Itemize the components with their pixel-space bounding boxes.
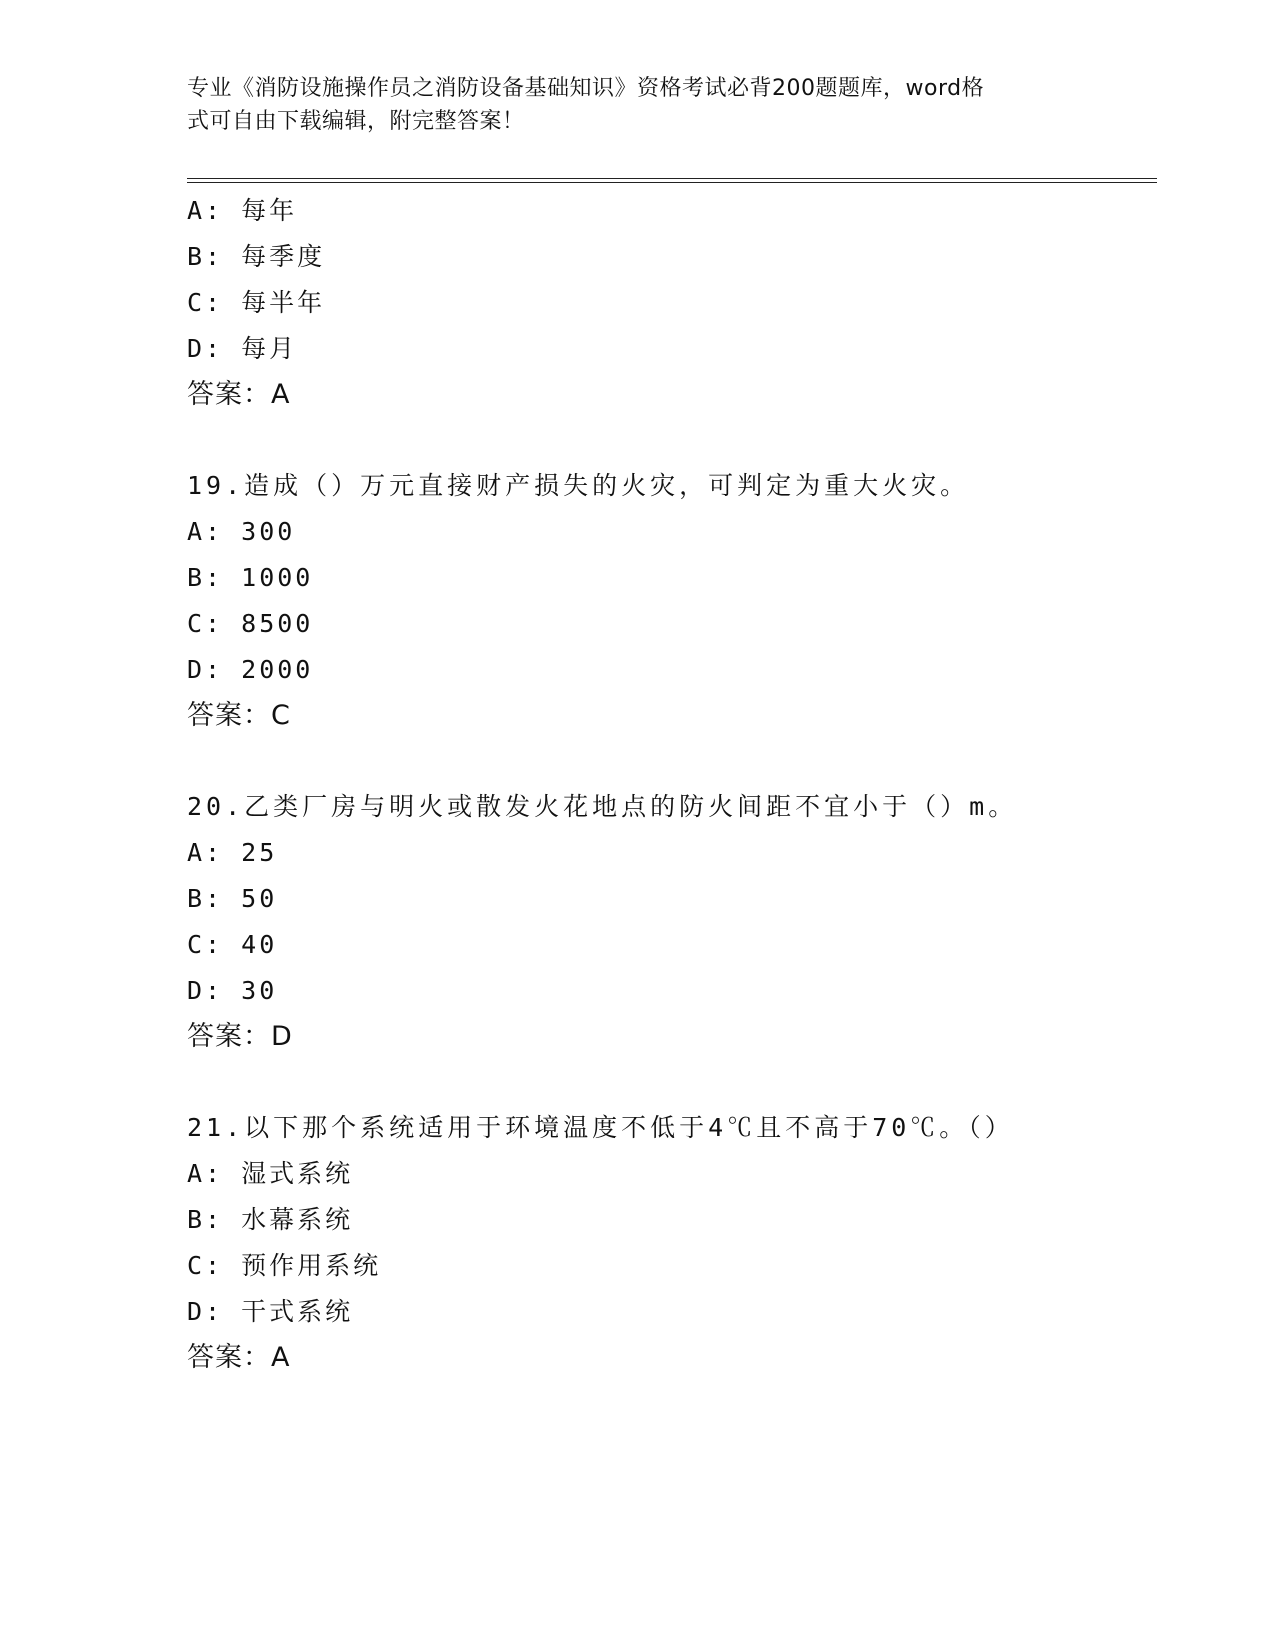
header-line-2: 式可自由下载编辑，附完整答案！ — [187, 109, 525, 134]
question-block-20 — [187, 784, 1147, 1060]
question-text: 21.以下那个系统适用于环境温度不低于4℃且不高于70℃。（） — [187, 1113, 1014, 1142]
question-block-19 — [187, 463, 1147, 739]
answer-label: 答案：C — [187, 700, 291, 731]
question-block-21 — [187, 1105, 1147, 1381]
question-list — [187, 188, 1147, 1381]
option-a: A: 每年 — [187, 196, 298, 225]
answer-label: 答案：D — [187, 1021, 293, 1052]
option-a: A: 湿式系统 — [187, 1159, 354, 1188]
option-b: B: 1000 — [187, 563, 314, 592]
option-c: C: 8500 — [187, 609, 314, 638]
header-divider — [187, 178, 1157, 183]
option-b: B: 水幕系统 — [187, 1205, 354, 1234]
option-d: D: 30 — [187, 976, 278, 1005]
option-a: A: 25 — [187, 838, 278, 867]
option-a: A: 300 — [187, 517, 296, 546]
option-c: C: 40 — [187, 930, 278, 959]
question-text: 20.乙类厂房与明火或散发火花地点的防火间距不宜小于（）m。 — [187, 792, 1018, 821]
option-c: C: 每半年 — [187, 288, 326, 317]
option-c: C: 预作用系统 — [187, 1251, 382, 1280]
option-b: B: 50 — [187, 884, 278, 913]
answer-label: 答案：A — [187, 1342, 291, 1373]
spacer — [187, 1060, 1147, 1105]
document-header — [187, 72, 1067, 138]
header-line-1: 专业《消防设施操作员之消防设备基础知识》资格考试必背200题题库，word格 — [187, 76, 985, 101]
option-d: D: 2000 — [187, 655, 314, 684]
question-block-18 — [187, 188, 1147, 418]
spacer — [187, 418, 1147, 463]
option-d: D: 干式系统 — [187, 1297, 354, 1326]
option-b: B: 每季度 — [187, 242, 326, 271]
question-text: 19.造成（）万元直接财产损失的火灾，可判定为重大火灾。 — [187, 471, 970, 500]
answer-label: 答案：A — [187, 379, 291, 410]
spacer — [187, 739, 1147, 784]
option-d: D: 每月 — [187, 334, 298, 363]
